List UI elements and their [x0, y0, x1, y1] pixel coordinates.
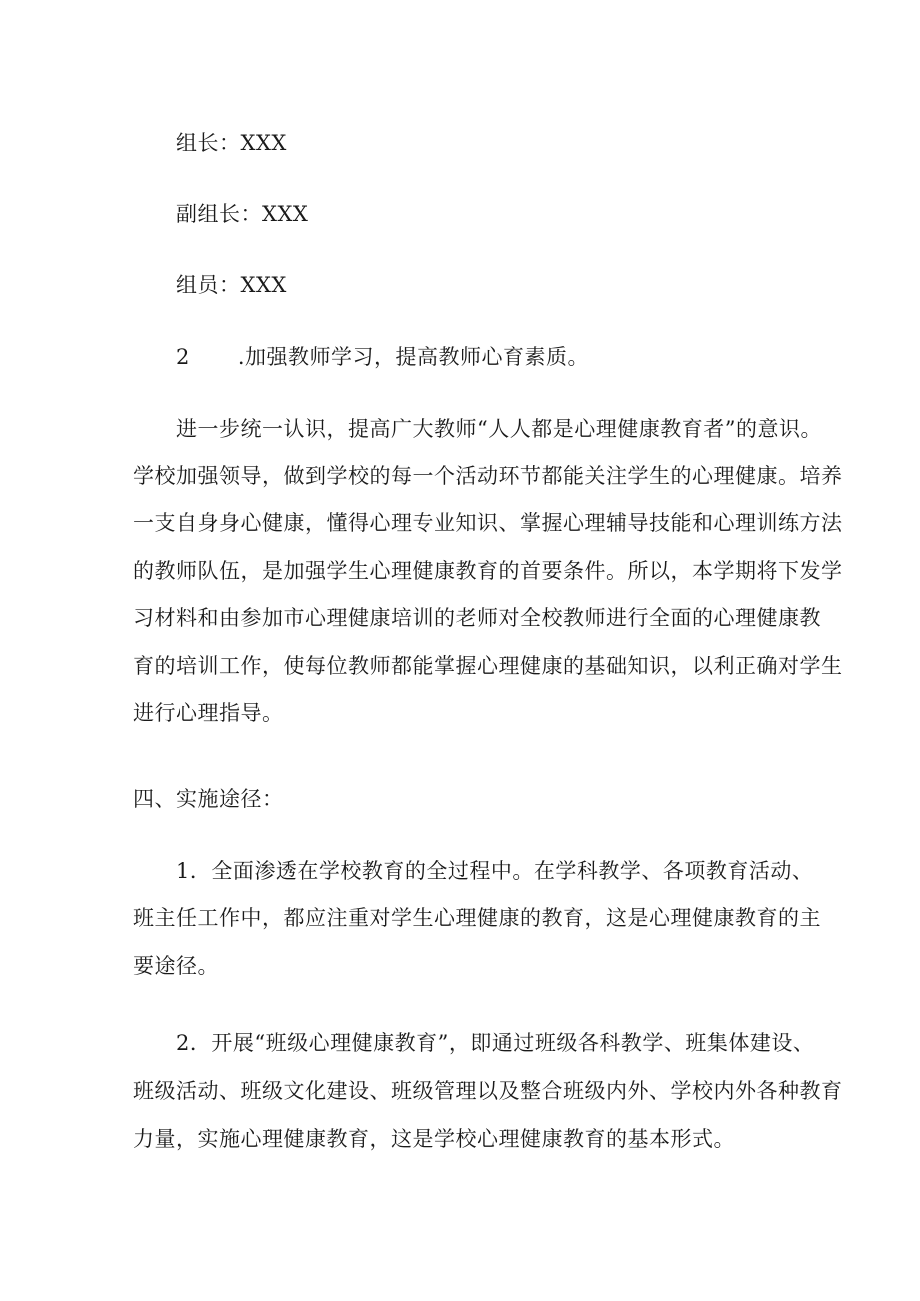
- item-1-line: 1．全面渗透在学校教育的全过程中。在学科教学、各项教育活动、: [176, 859, 814, 883]
- section-4-heading: 四、实施途径：: [133, 787, 284, 811]
- paragraph-line: 进行心理指导。: [133, 701, 284, 725]
- paragraph-line: 习材料和由参加市心理健康培训的老师对全校教师进行全面的心理健康教: [133, 606, 821, 630]
- paragraph-line: 一支自身身心健康，懂得心理专业知识、掌握心理辅导技能和心理训练方法: [133, 511, 843, 535]
- item-1-line: 要途径。: [133, 954, 219, 978]
- paragraph-line: 育的培训工作，使每位教师都能掌握心理健康的基础知识，以利正确对学生: [133, 654, 843, 678]
- item-2-line: 班级活动、班级文化建设、班级管理以及整合班级内外、学校内外各种教育: [133, 1079, 843, 1103]
- section-2-title: .加强教师学习，提高教师心育素质。: [237, 345, 590, 369]
- group-members-line: 组员：XXX: [176, 273, 287, 297]
- deputy-leader-line: 副组长：XXX: [176, 202, 309, 226]
- group-leader-line: 组长：XXX: [176, 131, 287, 155]
- paragraph-line: 学校加强领导，做到学校的每一个活动环节都能关注学生的心理健康。培养: [133, 464, 843, 488]
- section-2-number: 2: [176, 345, 190, 369]
- section-2-heading: [176, 342, 589, 372]
- paragraph-line: 的教师队伍，是加强学生心理健康教育的首要条件。所以，本学期将下发学: [133, 559, 843, 583]
- item-2-line: 力量，实施心理健康教育，这是学校心理健康教育的基本形式。: [133, 1127, 735, 1151]
- paragraph-line: 进一步统一认识，提高广大教师“人人都是心理健康教育者”的意识。: [176, 417, 822, 441]
- item-2-line: 2．开展“班级心理健康教育”，即通过班级各科教学、班集体建设、: [176, 1031, 815, 1055]
- item-1-line: 班主任工作中，都应注重对学生心理健康的教育，这是心理健康教育的主: [133, 906, 821, 930]
